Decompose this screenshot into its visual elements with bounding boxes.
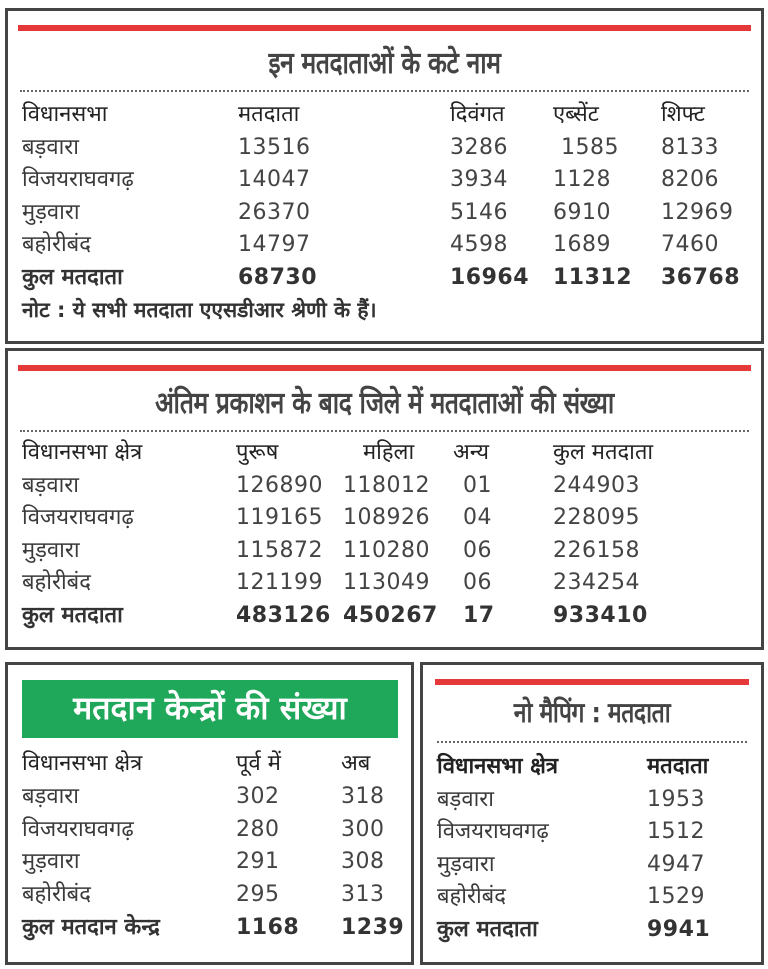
deleted-names-panel [5,8,764,344]
total-label: कुल मतदाता [437,916,538,942]
table-row [423,784,761,817]
value-cell: 226158 [553,537,640,563]
total-value: 68730 [238,264,318,290]
header-cell: अन्य [453,440,490,465]
total-value: 9941 [647,916,711,942]
total-label: कुल मतदाता [22,602,123,628]
value-cell: 1529 [647,884,705,909]
value-cell: 4598 [450,232,508,257]
value-cell: 118012 [343,472,430,498]
value-cell: 244903 [553,472,640,498]
value-cell: 115872 [236,537,323,563]
accent-bar [18,25,751,31]
total-value: 11312 [553,264,633,290]
table-total-row [423,914,761,947]
value-cell: 1689 [553,232,611,257]
total-value: 1239 [341,914,405,940]
value-cell: 295 [236,882,280,908]
value-cell: 110280 [343,537,430,563]
value-cell: 14797 [238,232,311,257]
value-cell: 7460 [661,232,719,257]
header-cell: अब [341,751,371,776]
value-cell: 300 [341,816,385,842]
value-cell: 14047 [238,167,311,192]
accent-bar [18,365,751,371]
accent-bar [435,679,749,685]
table-total-row [8,912,411,945]
value-cell: 5146 [450,199,508,225]
total-value: 483126 [236,602,331,628]
polling-stations-table [8,748,411,945]
value-cell: 119165 [236,505,323,530]
value-cell: 4947 [647,851,705,877]
final-publication-panel [5,348,764,650]
total-value: 1168 [236,914,300,940]
header-cell: शिफ्ट [661,102,705,127]
value-cell: 26370 [238,199,311,225]
table-row [8,781,411,814]
header-cell: कुल मतदाता [553,440,654,465]
panel-title: नो मैपिंग : मतदाता [513,696,671,729]
constituency-cell: मुड़वारा [22,849,80,875]
table-row [8,470,761,503]
value-cell: 113049 [343,570,430,595]
value-cell: 1585 [561,134,619,160]
table-total-row [8,600,761,633]
value-cell: 1512 [647,819,705,844]
constituency-cell: बड़वारा [437,786,494,812]
table-header-row [423,751,761,784]
dotted-divider [20,90,749,92]
constituency-cell: विजयराघवगढ़ [437,819,549,844]
value-cell: 280 [236,816,280,842]
value-cell: 06 [463,570,492,595]
footnote: नोट : ये सभी मतदाता एएसडीआर श्रेणी के हैं। [22,298,377,322]
total-label: कुल मतदाता [22,264,123,290]
dotted-divider [20,430,749,432]
header-cell: विधानसभा क्षेत्र [437,754,558,779]
constituency-cell: बहोरीबंद [437,884,506,909]
header-cell: एब्सेंट [553,102,599,127]
table-row [8,567,761,600]
table-row [8,229,761,262]
value-cell: 108926 [343,505,430,530]
table-row [423,816,761,849]
header-cell: विधानसभा क्षेत्र [22,440,143,465]
value-cell: 8133 [661,134,719,160]
constituency-cell: मुड़वारा [437,851,495,877]
value-cell: 302 [236,783,280,809]
table-row [8,846,411,879]
constituency-cell: बहोरीबंद [22,232,91,257]
table-total-row [8,262,761,295]
total-label: कुल मतदान केन्द्र [22,914,160,940]
value-cell: 6910 [553,199,611,225]
constituency-cell: बड़वारा [22,783,79,809]
panel-title: अंतिम प्रकाशन के बाद जिले में मतदाताओं की संख्या [155,386,614,421]
table-row [423,849,761,882]
table-header-row [8,748,411,781]
constituency-cell: बड़वारा [22,134,79,160]
total-value: 36768 [661,264,741,290]
value-cell: 3286 [450,134,508,160]
constituency-cell: विजयराघवगढ़ [22,816,134,842]
value-cell: 228095 [553,505,640,530]
total-value: 933410 [553,602,648,628]
value-cell: 13516 [238,134,311,160]
value-cell: 12969 [661,199,734,225]
header-cell: दिवंगत [450,102,505,127]
table-header-row [8,99,761,132]
header-cell: विधानसभा [22,102,108,127]
value-cell: 308 [341,849,385,875]
constituency-cell: विजयराघवगढ़ [22,505,134,530]
header-cell: मतदाता [238,102,300,127]
dotted-divider [437,741,747,743]
value-cell: 234254 [553,570,640,595]
total-value: 16964 [450,264,530,290]
constituency-cell: बहोरीबंद [22,882,91,908]
table-row [8,164,761,197]
deleted-names-table [8,99,761,294]
value-cell: 1128 [553,167,611,192]
header-cell: पूर्व में [236,751,281,776]
polling-stations-panel [5,662,414,965]
value-cell: 291 [236,849,280,875]
value-cell: 318 [341,783,385,809]
header-cell: मतदाता [647,754,709,779]
table-row [423,881,761,914]
no-mapping-table [423,751,761,946]
value-cell: 06 [463,537,492,563]
table-row [8,197,761,230]
no-mapping-panel [420,662,764,965]
header-cell: विधानसभा क्षेत्र [22,751,143,776]
header-cell: महिला [363,440,415,465]
value-cell: 04 [463,505,492,530]
value-cell: 3934 [450,167,508,192]
final-publication-table [8,437,761,632]
table-header-row [8,437,761,470]
table-row [8,502,761,535]
header-cell: पुरूष [236,440,279,465]
value-cell: 126890 [236,472,323,498]
constituency-cell: मुड़वारा [22,537,80,563]
total-value: 17 [463,602,495,628]
value-cell: 313 [341,882,385,908]
value-cell: 01 [463,472,492,498]
table-row [8,814,411,847]
value-cell: 121199 [236,570,323,595]
table-row [8,879,411,912]
table-row [8,132,761,165]
table-row [8,535,761,568]
total-value: 450267 [343,602,438,628]
panel-title-banner: मतदान केन्द्रों की संख्या [22,680,398,738]
constituency-cell: बहोरीबंद [22,570,91,595]
panel-title: इन मतदाताओं के कटे नाम [268,46,501,81]
constituency-cell: मुड़वारा [22,199,80,225]
value-cell: 1953 [647,786,705,812]
value-cell: 8206 [661,167,719,192]
constituency-cell: बड़वारा [22,472,79,498]
constituency-cell: विजयराघवगढ़ [22,167,134,192]
